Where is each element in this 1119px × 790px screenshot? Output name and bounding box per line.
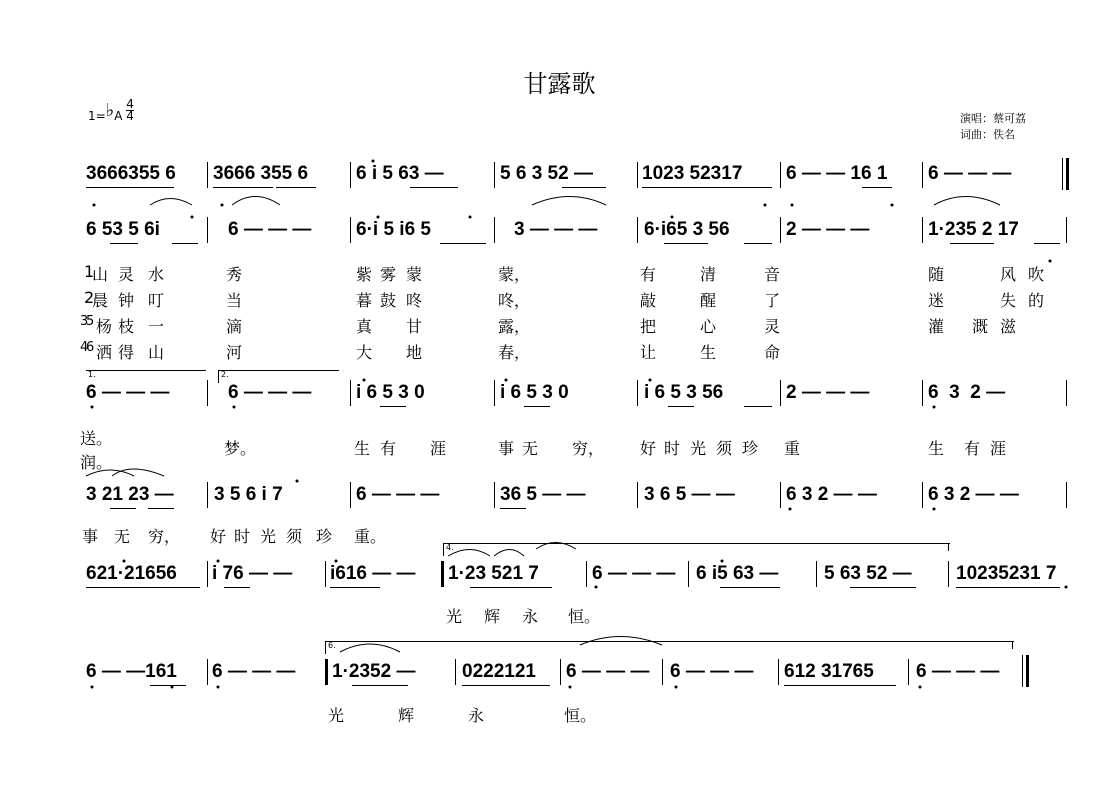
measure: i 76 — — <box>212 563 293 584</box>
singer-credit: 演唱：蔡可荔 <box>960 112 1026 125</box>
measure: 6 — — — <box>916 661 1000 682</box>
measure: 612 31765 <box>784 661 874 682</box>
slur <box>580 637 662 646</box>
measure: 6 — — — <box>356 484 440 505</box>
slur <box>532 197 606 206</box>
slur <box>86 470 134 476</box>
time-bottom: 4 <box>126 109 134 123</box>
measure: i 6 5 3 0 <box>500 382 569 403</box>
volta-bracket: 4. <box>443 543 950 556</box>
measure: 1·2352 — <box>332 661 416 682</box>
measure: 6 3 2 — <box>928 382 1006 403</box>
flat-icon: ♭ <box>105 100 115 121</box>
measure: 1·23 521 7 <box>448 563 539 584</box>
measure: 2 — — — <box>786 219 870 240</box>
measure: 6 — — — <box>212 661 296 682</box>
measure: 6 — —161 <box>86 661 177 682</box>
measure: i 6 5 3 56 <box>644 382 724 403</box>
slur <box>232 197 280 206</box>
slur <box>448 550 490 557</box>
page-title: 甘露歌 <box>523 70 596 98</box>
key-prefix: 1= <box>88 109 106 123</box>
measure: 6 — — — <box>86 382 170 403</box>
measure: 1·235 2 17 <box>928 219 1019 240</box>
slur-group <box>86 197 1000 653</box>
slur <box>934 197 1000 206</box>
measure: 6 — — — <box>928 163 1012 184</box>
volta-bracket: 1. <box>86 370 206 383</box>
measure: 6 — — — <box>592 563 676 584</box>
measure: 2 — — — <box>786 382 870 403</box>
measure: 6 3 2 — — <box>786 484 877 505</box>
measure: 6 — — — <box>228 382 312 403</box>
measure: 6 — — — <box>566 661 650 682</box>
measure: 3666355 6 <box>86 163 176 184</box>
measure: 10235231 7 <box>956 563 1057 584</box>
measure: 6 — — — <box>228 219 312 240</box>
measure: 5 6 3 52 — <box>500 163 593 184</box>
measure: 3 6 5 — — <box>644 484 735 505</box>
measure: i616 — — <box>330 563 416 584</box>
measure: 6 i 5 63 — <box>356 163 444 184</box>
key-note: A <box>114 109 123 123</box>
measure: 3 21 23 — <box>86 484 174 505</box>
measure: 3 — — — <box>514 219 598 240</box>
measure: 0222121 <box>462 661 536 682</box>
measure: 6·i 5 i6 5 <box>356 219 431 240</box>
slur <box>112 469 164 476</box>
measure: 6 — — — <box>670 661 754 682</box>
volta-bracket: 2. <box>218 370 339 383</box>
measure: 5 63 52 — <box>824 563 912 584</box>
measure: 36 5 — — <box>500 484 586 505</box>
time-top: 4 <box>126 97 134 111</box>
lyricist-credit: 词曲：佚名 <box>960 128 1015 141</box>
measure: 3666 355 6 <box>213 163 309 184</box>
measure: 6 53 5 6i <box>86 219 160 240</box>
slur <box>340 644 400 652</box>
volta-bracket: 6. <box>325 641 1014 654</box>
measure: i 6 5 3 0 <box>356 382 425 403</box>
measure: 3 5 6 i 7 <box>214 484 283 505</box>
measure: 1023 52317 <box>642 163 743 184</box>
measure: 621·21656 <box>86 563 177 584</box>
octave-dots <box>91 160 1068 689</box>
slur <box>536 543 576 550</box>
measure: 6 3 2 — — <box>928 484 1019 505</box>
measure: 6·i65 3 56 <box>644 219 730 240</box>
measure: 6 — — 16 1 <box>786 163 888 184</box>
slur <box>494 550 524 557</box>
measure: 6 i5 63 — <box>696 563 779 584</box>
slur <box>150 199 192 206</box>
